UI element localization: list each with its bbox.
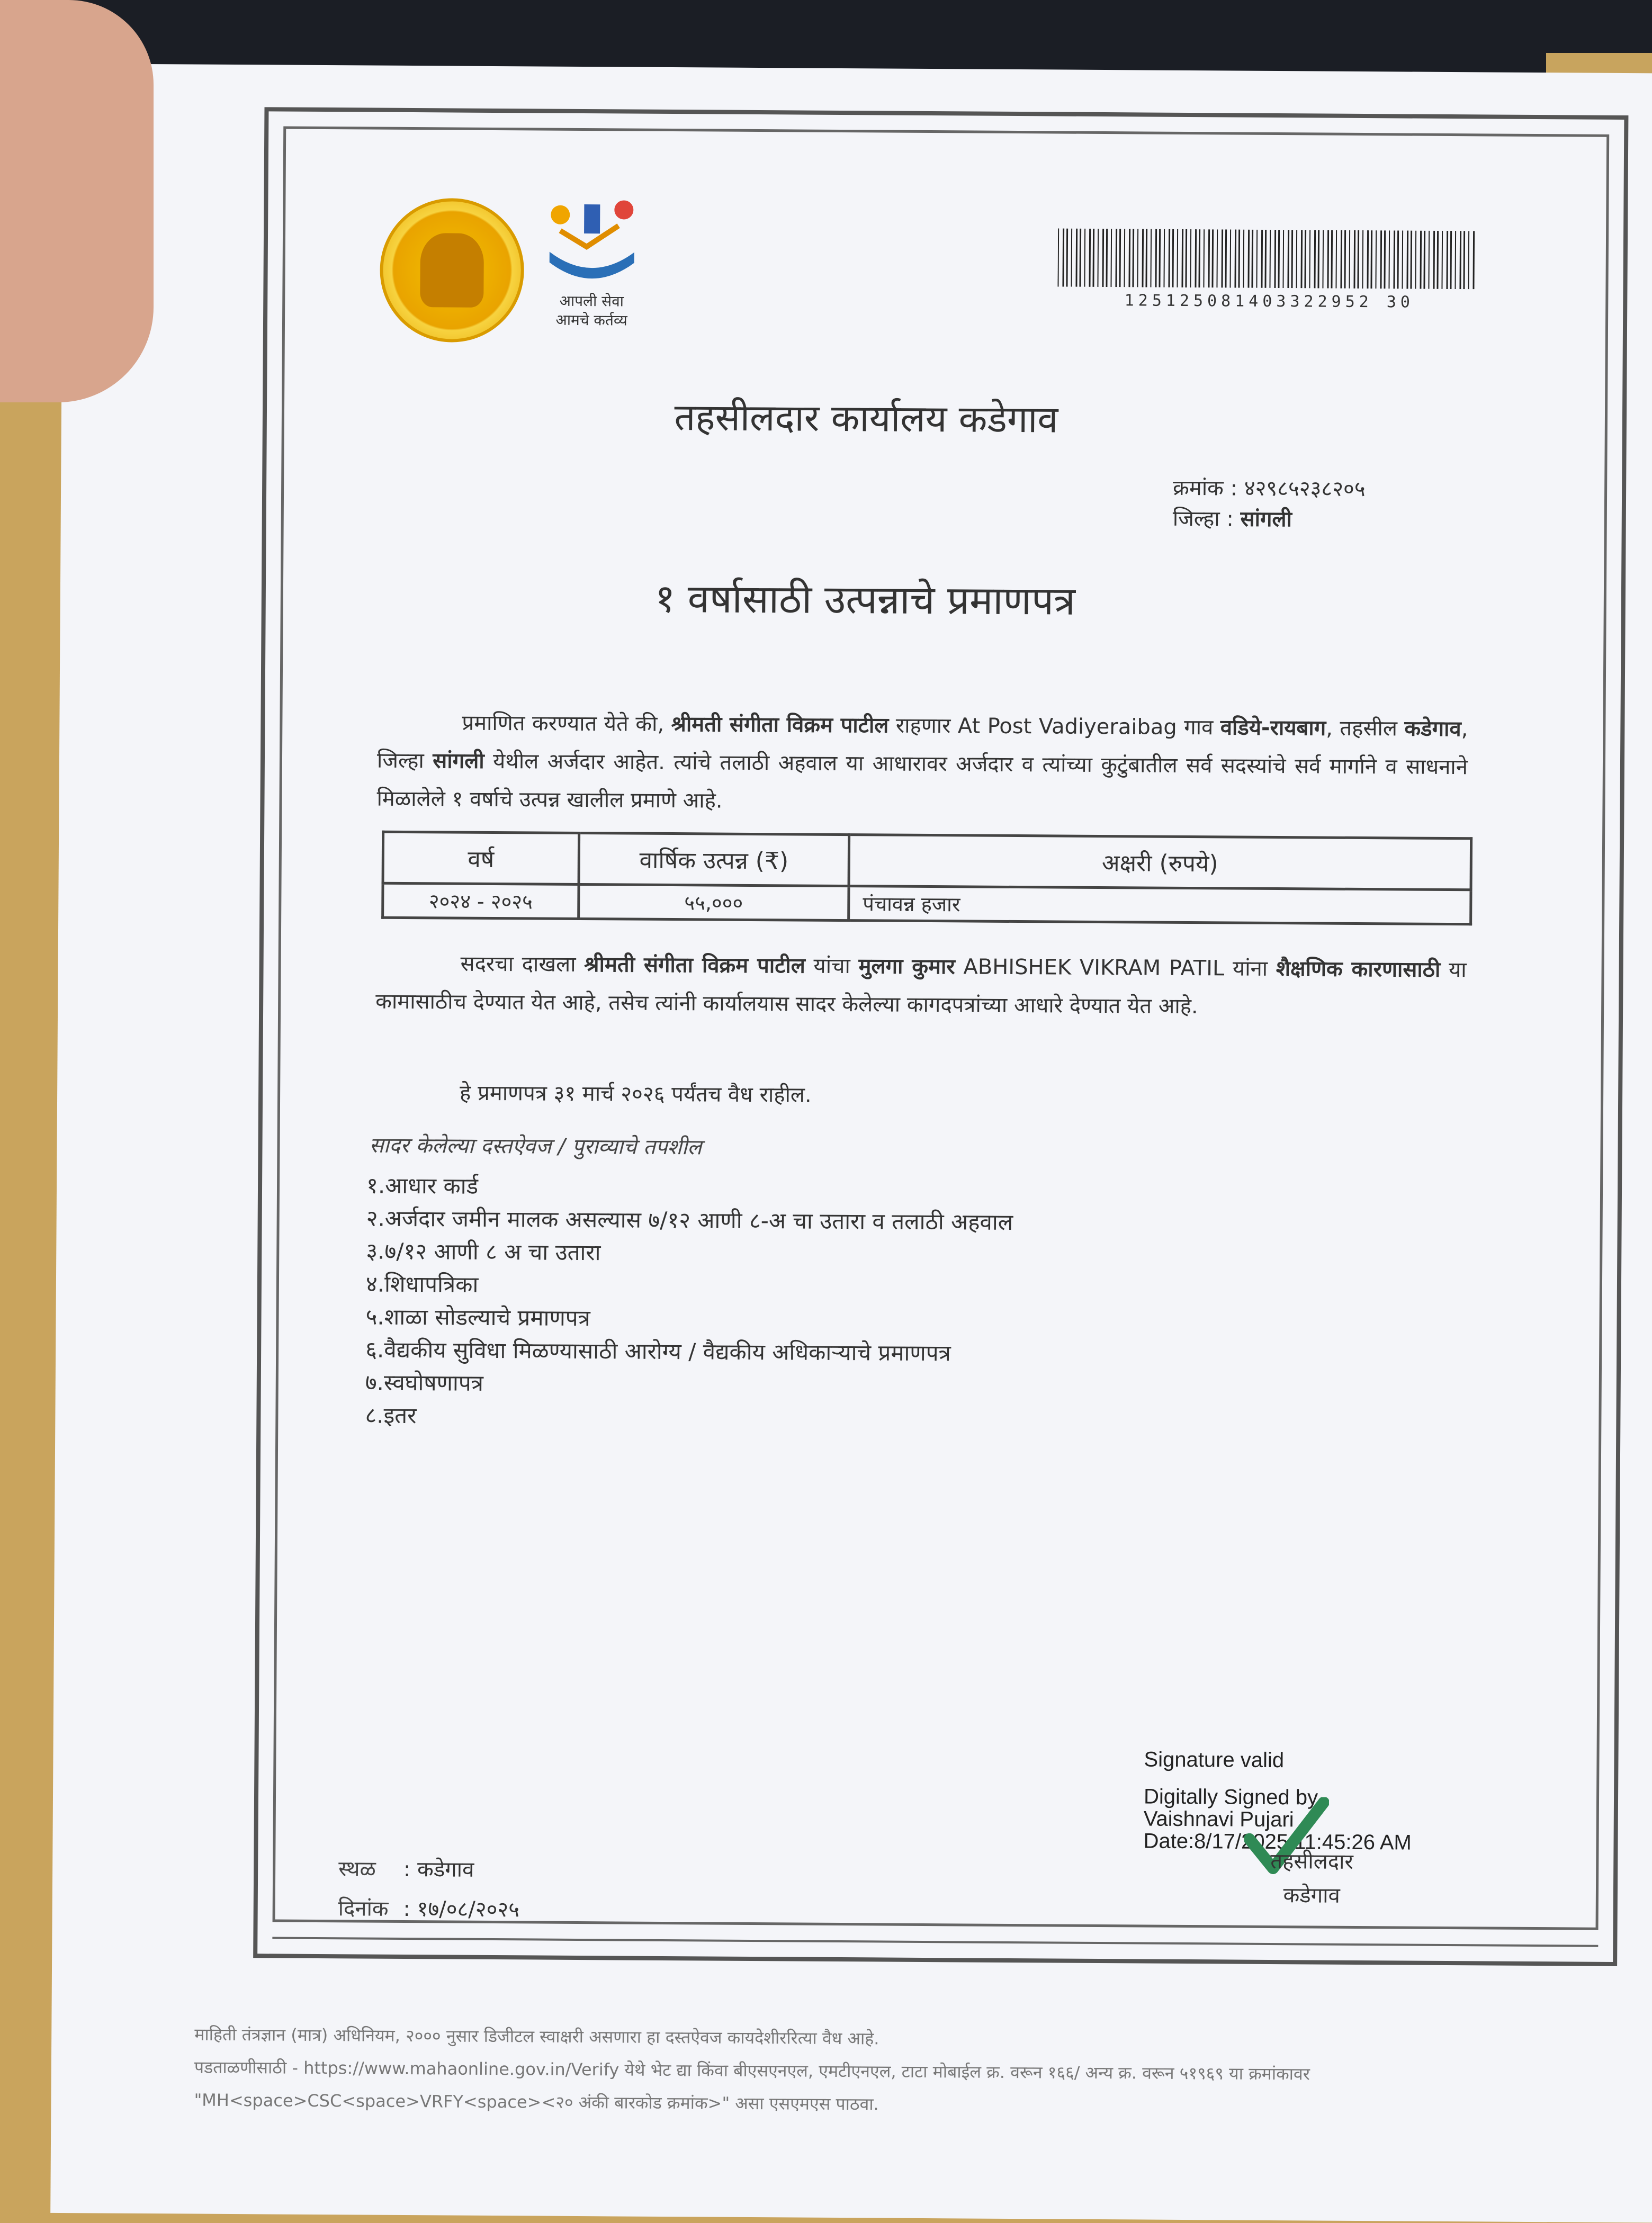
certificate-paper	[50, 64, 1652, 2222]
barcode-bar	[1287, 230, 1289, 288]
applicant-name: श्रीमती संगीता विक्रम पाटील	[671, 712, 889, 738]
signing-office	[1270, 1844, 1353, 1913]
income-table-header	[383, 832, 1471, 890]
list-item: १.आधार कार्ड	[366, 1172, 479, 1199]
hands-logo-icon	[538, 193, 645, 294]
income-table	[381, 831, 1473, 926]
barcode-bar	[1349, 230, 1350, 289]
barcode-bar	[1110, 229, 1112, 287]
date-label: दिनांक	[338, 1896, 389, 1921]
signature-date: Date:8/17/2025 11:45:26 AM	[1143, 1829, 1412, 1855]
footer-notice	[194, 2018, 1652, 2126]
barcode-bar	[1340, 230, 1342, 289]
barcode-bar	[1335, 230, 1337, 289]
footer-line-2: पडताळणीसाठी - https://www.mahaonline.gov.in/Verify येथे भेट द्या किंवा बीएसएनएल, एमटीएनएल, टाटा मोबाईल क्र. वरून १६६/ अन्य क्र. वरून ५१९६९ या क्रमांकावर	[194, 2057, 1310, 2084]
para2-text-3: ABHISHEK VIKRAM PATIL यांना	[955, 955, 1276, 982]
barcode-bar	[1203, 229, 1205, 287]
barcode-bar	[1119, 229, 1121, 287]
barcode-bar	[1397, 230, 1399, 289]
barcode-number: 125125081403322952 30	[1124, 291, 1415, 312]
barcode-bar	[1357, 230, 1359, 289]
office-meta	[1173, 473, 1366, 535]
barcode-bar	[1097, 229, 1099, 287]
barcode-bar	[1317, 230, 1319, 288]
relation: मुलगा कुमार	[858, 954, 955, 979]
barcode-bar	[1309, 230, 1310, 288]
barcode-bar	[1415, 231, 1416, 289]
barcode-bar	[1370, 230, 1372, 289]
barcode-bar	[1145, 229, 1147, 287]
barcode-bar	[1375, 230, 1377, 289]
district-name: सांगली	[433, 749, 484, 773]
para2-text-4: या कामासाठीच देण्यात येत आहे, तसेच त्यांनी कार्यालयास सादर केलेल्या कागदपत्रांच्या आधारे देण्यात येत आहे.	[375, 957, 1467, 1019]
barcode-bar	[1406, 231, 1408, 289]
place-value: : कडेगाव	[403, 1857, 474, 1882]
taluka-name: कडेगाव	[1404, 716, 1461, 742]
village-name: वडिये-रायबाग	[1220, 715, 1326, 741]
barcode-bar	[1079, 229, 1081, 287]
barcode-bar	[1142, 229, 1144, 287]
barcode-bar	[1159, 229, 1161, 287]
barcode-bar	[1314, 230, 1316, 288]
header-in-words: अक्षरी (रुपये)	[849, 835, 1471, 890]
barcode-bar	[1362, 230, 1363, 289]
barcode-bar	[1353, 230, 1355, 289]
para1-text-4: , जिल्हा	[376, 717, 1468, 773]
barcode-bar	[1455, 231, 1456, 289]
barcode-bar	[1420, 231, 1422, 289]
signing-office-title: तहसीलदार	[1270, 1849, 1353, 1874]
certificate-paragraph-1	[376, 704, 1468, 825]
para2-text-2: यांचा	[805, 953, 859, 979]
signing-office-place: कडेगाव	[1283, 1883, 1340, 1908]
signer-name: Vaishnavi Pujari	[1143, 1807, 1294, 1832]
barcode-bar	[1102, 229, 1104, 287]
list-item: ५.शाळा सोडल्याचे प्रमाणपत्र	[365, 1303, 590, 1331]
barcode-bar	[1423, 231, 1425, 289]
barcode-bar	[1256, 230, 1258, 288]
signed-by-line: Digitally Signed by	[1143, 1785, 1318, 1810]
kramank-label: क्रमांक :	[1173, 475, 1244, 501]
place-date	[338, 1849, 519, 1930]
barcode-bar	[1384, 230, 1386, 289]
validity-statement: हे प्रमाणपत्र ३१ मार्च २०२६ पर्यंतच वैध राहील.	[459, 1081, 812, 1108]
barcode-bar	[1150, 229, 1152, 287]
barcode-bar	[1238, 230, 1240, 288]
barcode	[1057, 228, 1476, 289]
barcode-bar	[1450, 231, 1452, 289]
office-title: तहसीलदार कार्यालय कडेगाव	[674, 395, 1058, 442]
barcode-bar	[1221, 229, 1223, 287]
barcode-bar	[1155, 229, 1157, 287]
list-item: ८.इतर	[365, 1402, 417, 1429]
barcode-bar	[1229, 229, 1231, 287]
jilha-value: सांगली	[1240, 507, 1292, 532]
barcode-bar	[1137, 229, 1138, 287]
list-item: २.अर्जदार जमीन मालक असल्यास ७/१२ आणी ८-अ चा उतारा व तलाठी अहवाल	[366, 1205, 1013, 1235]
barcode-bar	[1251, 230, 1253, 288]
barcode-bar	[1402, 230, 1403, 289]
barcode-bar	[1410, 231, 1412, 289]
barcode-bar	[1296, 230, 1297, 288]
barcode-bar	[1062, 229, 1064, 287]
para1-text-1: प्रमाणित करण्यात येते की,	[462, 710, 671, 737]
barcode-bar	[1261, 230, 1263, 288]
barcode-bar	[1198, 229, 1200, 287]
barcode-bar	[1463, 231, 1465, 289]
header-annual-income: वार्षिक उत्पन्न (₹)	[579, 833, 849, 886]
footer-line-3: "MH<space>CSC<space>VRFY<space><२० अंकी बारकोड क्रमांक>" असा एसएमएस पाठवा.	[194, 2090, 879, 2114]
certificate-title: १ वर्षासाठी उत्पन्नाचे प्रमाणपत्र	[654, 575, 1076, 624]
barcode-bar	[1300, 230, 1303, 288]
barcode-bar	[1344, 230, 1346, 289]
barcode-bar	[1380, 230, 1382, 289]
barcode-bar	[1327, 230, 1329, 289]
barcode-bar	[1057, 228, 1059, 286]
barcode-bar	[1185, 229, 1187, 287]
barcode-bar	[1084, 229, 1085, 287]
list-item: ४.शिधापत्रिका	[365, 1271, 479, 1298]
barcode-bar	[1234, 230, 1236, 288]
barcode-bar	[1393, 230, 1395, 289]
barcode-bar	[1446, 231, 1448, 289]
barcode-bar	[1278, 230, 1280, 288]
applicant-name-2: श्रीमती संगीता विक्रम पाटील	[584, 952, 805, 978]
barcode-bar	[1190, 229, 1191, 287]
barcode-bar	[1075, 229, 1078, 287]
jilha-label: जिल्हा :	[1172, 506, 1241, 532]
list-item: ३.७/१२ आणी ८ अ चा उतारा	[366, 1238, 601, 1266]
logo-text-line2: आमचे कर्तव्य	[555, 311, 627, 329]
barcode-bar	[1211, 229, 1214, 287]
barcode-bar	[1388, 230, 1390, 289]
barcode-bar	[1195, 229, 1197, 287]
barcode-bar	[1282, 230, 1284, 288]
header-year: वर्ष	[383, 832, 579, 884]
para1-text-5: येथील अर्जदार आहेत. त्यांचे तलाठी अहवाल या आधारावर अर्जदार व त्यांच्या कुटुंबातील सर्व सदस्यांचे सर्व मार्गाने व साधनाने मिळालेले १ वर्षाचे उत्पन्न खालील प्रमाणे आहे.	[376, 749, 1468, 813]
barcode-bar	[1163, 229, 1165, 287]
barcode-bar	[1274, 230, 1276, 288]
barcode-bar	[1092, 229, 1094, 287]
date-value: : १७/०८/२०२५	[403, 1896, 520, 1922]
certificate-paragraph-2	[375, 944, 1467, 1028]
para2-text-1: सदरचा दाखला	[460, 951, 585, 977]
barcode-bar	[1066, 229, 1068, 287]
barcode-bar	[1208, 229, 1210, 287]
cell-year: २०२४ - २०२५	[383, 883, 579, 919]
barcode-bar	[1331, 230, 1333, 289]
cell-in-words: पंचावन्न हजार	[849, 886, 1471, 924]
barcode-bar	[1459, 231, 1461, 289]
barcode-bar	[1106, 229, 1108, 287]
thumb	[0, 0, 154, 402]
cell-income: ५५,०००	[579, 884, 849, 920]
barcode-bar	[1304, 230, 1306, 288]
barcode-block	[1057, 228, 1482, 312]
aapli-seva-logo	[538, 193, 645, 337]
para1-text-2: राहणार At Post Vadiyeraibag गाव	[888, 713, 1220, 740]
barcode-bar	[1181, 229, 1183, 287]
barcode-bar	[1132, 229, 1134, 287]
barcode-bar	[1172, 229, 1174, 287]
barcode-bar	[1089, 229, 1091, 287]
place-label: स्थळ	[338, 1857, 376, 1882]
barcode-bar	[1433, 231, 1435, 289]
barcode-bar	[1128, 229, 1130, 287]
bottom-rule	[272, 1937, 1598, 1947]
list-item: ७.स्वघोषणापत्र	[365, 1369, 484, 1396]
documents-heading: सादर केलेल्या दस्तऐवज / पुराव्याचे तपशील	[369, 1133, 702, 1160]
barcode-bar	[1436, 231, 1439, 289]
barcode-bar	[1269, 230, 1271, 288]
barcode-bar	[1247, 230, 1250, 288]
barcode-bar	[1264, 230, 1267, 288]
barcode-bar	[1124, 229, 1125, 287]
purpose: शैक्षणिक कारणासाठी	[1276, 957, 1441, 982]
barcode-bar	[1115, 229, 1117, 287]
barcode-bar	[1322, 230, 1324, 289]
barcode-bar	[1473, 231, 1475, 289]
kramank-value: ४२९८५२३८२०५	[1244, 476, 1366, 502]
footer-line-1: माहिती तंत्रज्ञान (मात्र) अधिनियम, २००० नुसार डिजीटल स्वाक्षरी असणारा हा दस्तऐवज कायदेशीररित्या वैध आहे.	[194, 2024, 879, 2049]
barcode-bar	[1225, 229, 1227, 287]
documents-list	[365, 1169, 1013, 1436]
barcode-bar	[1428, 231, 1430, 289]
barcode-bar	[1291, 230, 1293, 288]
maharashtra-seal-icon	[380, 198, 525, 343]
barcode-bar	[1367, 230, 1369, 289]
barcode-bar	[1468, 231, 1469, 289]
barcode-bar	[1168, 229, 1170, 287]
certificate-border	[253, 107, 1628, 1966]
list-item: ६.वैद्यकीय सुविधा मिळण्यासाठी आरोग्य / वैद्यकीय अधिकाऱ्याचे प्रमाणपत्र	[365, 1336, 951, 1366]
barcode-bar	[1216, 229, 1218, 287]
barcode-bar	[1071, 229, 1072, 287]
signature-valid: Signature valid	[1144, 1748, 1285, 1772]
table-row	[383, 883, 1471, 924]
barcode-bar	[1441, 231, 1443, 289]
para1-text-3: , तहसील	[1326, 716, 1405, 741]
barcode-bar	[1177, 229, 1178, 287]
barcode-bar	[1243, 230, 1244, 288]
logo-text-line1: आपली सेवा	[559, 292, 624, 310]
